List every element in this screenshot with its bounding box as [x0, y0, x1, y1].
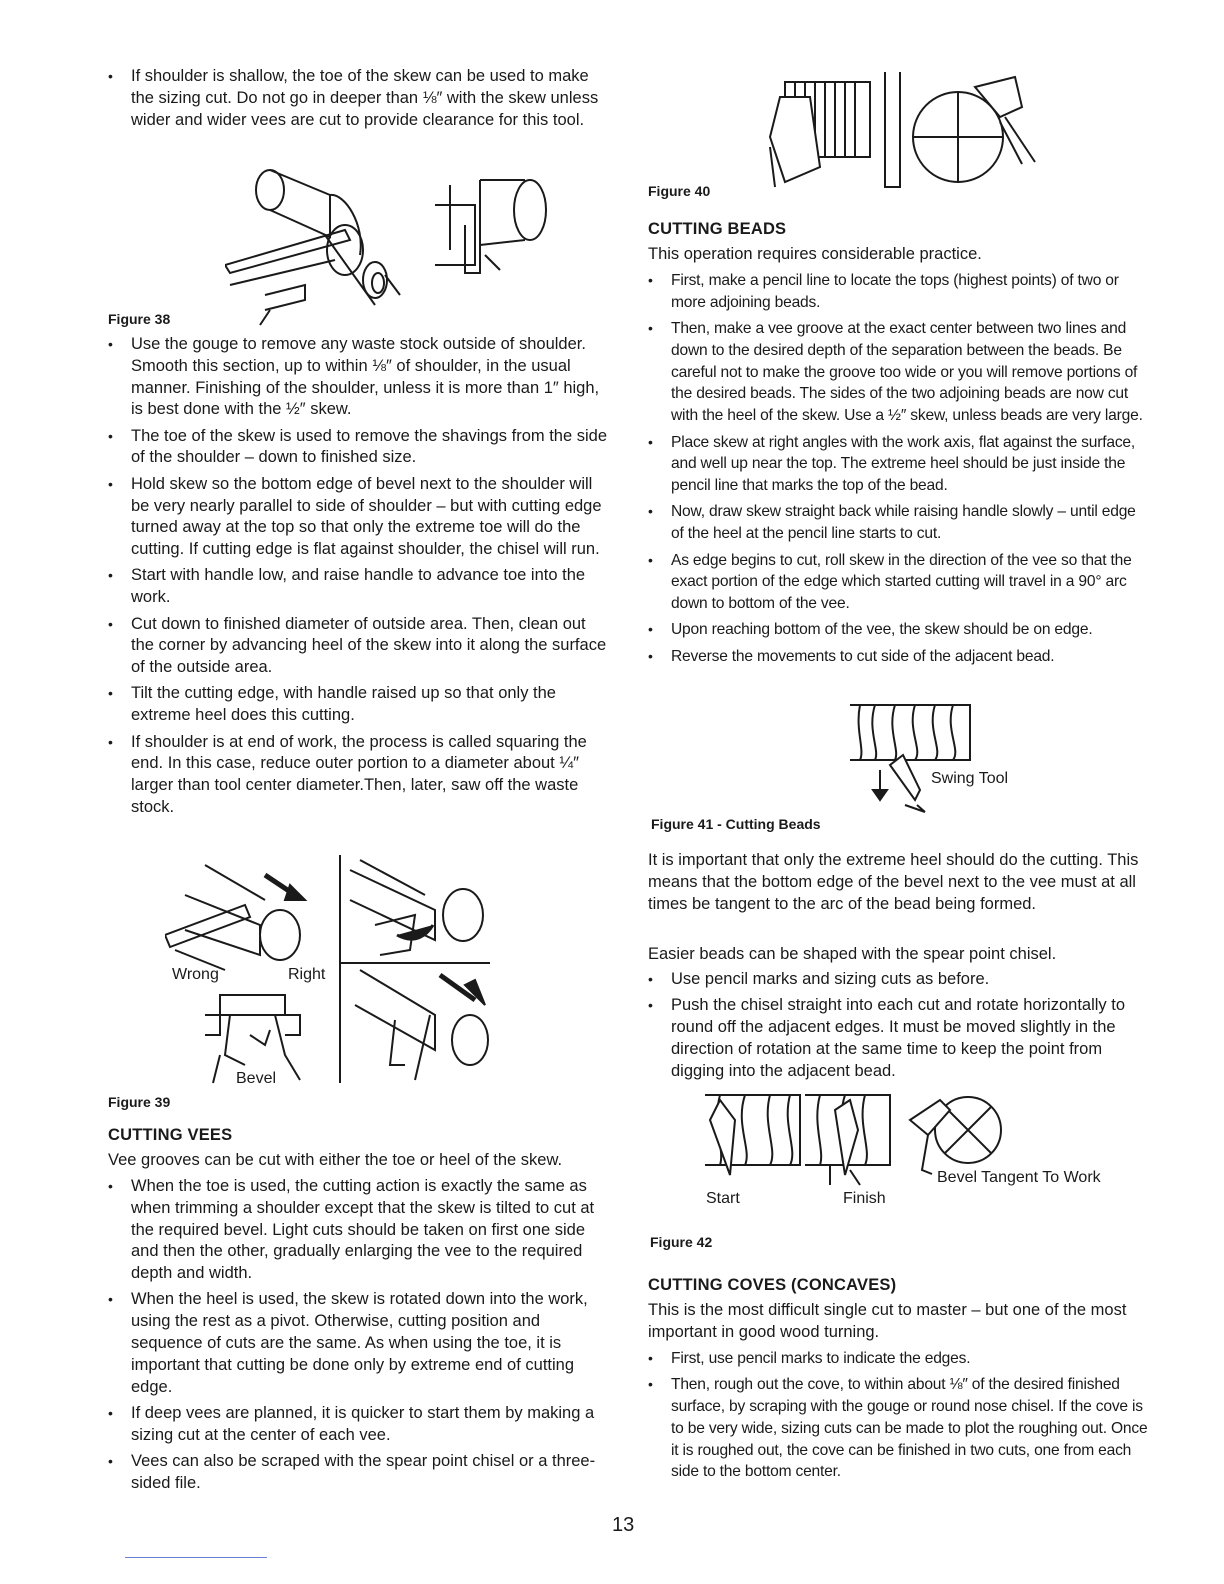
- list-item: • When the toe is used, the cutting action is exactly the same as when trimming a shoulder except that the skew is tilted to cut at the required bevel. Light cuts should be taken on first one side and then the other, gradually enlarging the vee to the required depth and width.: [108, 1176, 608, 1285]
- list-item: • If deep vees are planned, it is quicker to start them by making a sizing cut at the center of each vee.: [108, 1403, 608, 1447]
- right-label: Right: [288, 966, 326, 983]
- cutting-beads-intro: This operation requires considerable practice.: [648, 245, 982, 263]
- list-item: • Then, rough out the cove, to within about ⅛″ of the desired finished surface, by scraping with the gouge or round nose chisel. If the cove is to be very wide, sizing cuts can be made to plot the roughing out. Once it is roughed out, the cove can be finished in two cuts, one from each side to the bottom center.: [648, 1374, 1148, 1483]
- cutting-coves-intro: This is the most difficult single cut to master – but one of the most important in good wood turning.: [648, 1301, 1127, 1341]
- list-item: • Reverse the movements to cut side of the adjacent bead.: [648, 646, 1148, 668]
- list-item: • First, use pencil marks to indicate the edges.: [648, 1348, 1148, 1370]
- list-item: • Upon reaching bottom of the vee, the skew should be on edge.: [648, 619, 1148, 641]
- list-item: • Cut down to finished diameter of outside area. Then, clean out the corner by advancing heel of the skew into it along the surface of the outside area.: [108, 614, 608, 679]
- spear-bullet-list: [648, 969, 1148, 1087]
- shoulder-bullet-list: [108, 334, 608, 823]
- list-item: • Use pencil marks and sizing cuts as before.: [648, 969, 1148, 991]
- list-item: • If shoulder is shallow, the toe of the skew can be used to make the sizing cut. Do not go in deeper than ⅛″ with the skew unless wider and wider vees are cut to provide clearance for this tool.: [108, 66, 608, 131]
- start-label: Start: [706, 1190, 740, 1207]
- bevel-label: Bevel: [236, 1070, 277, 1087]
- list-item: • First, make a pencil line to locate the tops (highest points) of two or more adjoining beads.: [648, 270, 1148, 314]
- finish-label: Finish: [843, 1190, 886, 1207]
- spear-paragraph: Easier beads can be shaped with the spear point chisel.: [648, 945, 1057, 963]
- cutting-coves-bullet-list: [648, 1348, 1148, 1488]
- figure-41-illustration: [845, 700, 975, 820]
- list-item: • Start with handle low, and raise handle to advance toe into the work.: [108, 565, 608, 609]
- list-item: • Vees can also be scraped with the spear point chisel or a three-sided file.: [108, 1451, 608, 1495]
- list-item: • As edge begins to cut, roll skew in the direction of the vee so that the exact portion of the edge which started cutting will travel in a 90° arc down to bottom of the vee.: [648, 550, 1148, 615]
- cutting-coves-heading: CUTTING COVES (CONCAVES): [648, 1276, 897, 1294]
- figure-38-illustration: [225, 165, 555, 330]
- list-item: • Tilt the cutting edge, with handle raised up so that only the extreme heel does this cutting.: [108, 683, 608, 727]
- cutting-vees-bullet-list: [108, 1176, 608, 1499]
- footer-underline: [125, 1557, 267, 1558]
- list-item: • Then, make a vee groove at the exact center between two lines and down to the desired depth of the separation between the beads. Be careful not to make the groove too wide or you will remove portions of the desired beads. The sides of the two adjoining beads are now cut with the heel of the skew. Use a ½″ skew, unless beads are very large.: [648, 318, 1148, 427]
- cutting-beads-heading: CUTTING BEADS: [648, 220, 787, 238]
- intro-bullet-list: [108, 66, 608, 136]
- figure-40-illustration: [760, 72, 1050, 197]
- cutting-vees-intro: Vee grooves can be cut with either the toe or heel of the skew.: [108, 1151, 563, 1169]
- cutting-vees-heading: CUTTING VEES: [108, 1126, 233, 1144]
- heel-paragraph: It is important that only the extreme heel should do the cutting. This means that the bottom edge of the bevel next to the vee must at all times be tangent to the arc of the bead being formed.: [648, 851, 1139, 913]
- figure-39-caption: Figure 39: [108, 1094, 171, 1110]
- bevel-tangent-label: Bevel Tangent To Work: [937, 1169, 1101, 1186]
- list-item: • The toe of the skew is used to remove the shavings from the side of the shoulder – down to finished size.: [108, 426, 608, 470]
- wrong-label: Wrong: [172, 966, 219, 983]
- figure-41-caption: Figure 41 - Cutting Beads: [651, 816, 821, 832]
- list-item: • When the heel is used, the skew is rotated down into the work, using the rest as a pivot. Otherwise, cutting position and sequence of cuts are the same. As when using the toe, it is important that cutting be done only by extreme end of cutting edge.: [108, 1289, 608, 1398]
- list-item: • If shoulder is at end of work, the process is called squaring the end. In this case, reduce outer portion to a diameter about ¼″ larger than tool center diameter.Then, later, saw off the waste stock.: [108, 732, 608, 819]
- list-item: • Place skew at right angles with the work axis, flat against the surface, and well up near the top. The extreme heel should be just inside the pencil line that marks the top of the bead.: [648, 432, 1148, 497]
- list-item: • Now, draw skew straight back while raising handle slowly – until edge of the heel at the pencil line starts to cut.: [648, 501, 1148, 545]
- list-item: • Hold skew so the bottom edge of bevel next to the shoulder will be very nearly parallel to side of shoulder – but with cutting edge turned away at the top so that only the extreme toe will do the cutting. If cutting edge is flat against shoulder, the chisel will run.: [108, 474, 608, 561]
- list-item: • Push the chisel straight into each cut and rotate horizontally to round off the adjacent edges. It must be moved slightly in the direction of rotation at the same time to keep the point from digging into the adjacent bead.: [648, 995, 1148, 1082]
- figure-40-caption: Figure 40: [648, 183, 711, 199]
- cutting-beads-bullet-list: [648, 270, 1148, 672]
- page-number: 13: [612, 1514, 635, 1536]
- list-item: • Use the gouge to remove any waste stock outside of shoulder. Smooth this section, up to within ⅛″ of shoulder, in the usual manner. Finishing of the shoulder, unless it is more than 1″ high, is best done with the ½″ skew.: [108, 334, 608, 421]
- figure-42-caption: Figure 42: [650, 1234, 713, 1250]
- swing-tool-label: Swing Tool: [931, 770, 1009, 787]
- figure-38-caption: Figure 38: [108, 311, 171, 327]
